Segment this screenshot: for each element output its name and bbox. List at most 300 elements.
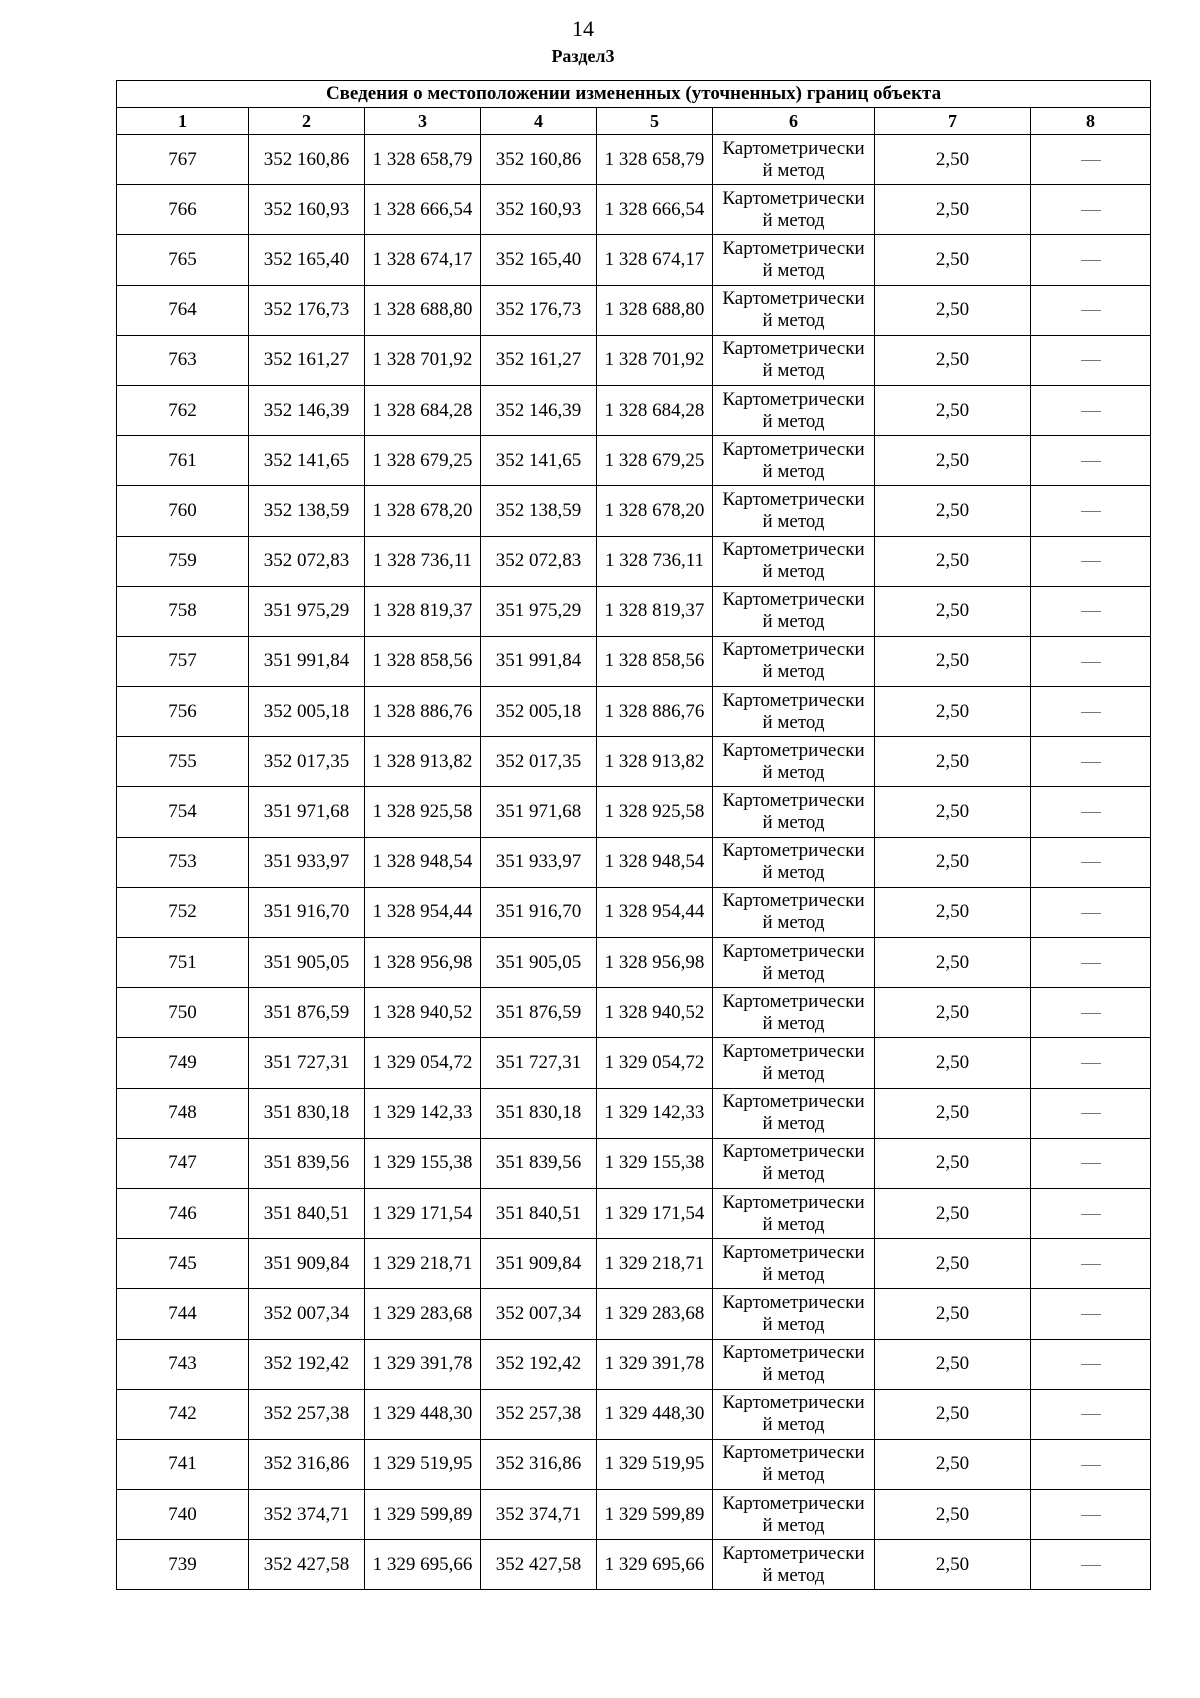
method-text-line1: Картометрически <box>722 539 865 561</box>
empty-cell <box>1031 1138 1151 1188</box>
accuracy-cell: 2,50 <box>875 1188 1031 1238</box>
method-text-line1: Картометрически <box>722 639 865 661</box>
empty-cell <box>1031 1439 1151 1489</box>
method-text-line2: й метод <box>762 1364 825 1386</box>
y-existing-cell: 1 328 925,58 <box>365 787 481 837</box>
x-existing-cell: 351 916,70 <box>249 887 365 937</box>
empty-cell <box>1031 636 1151 686</box>
x-refined-cell: 352 007,34 <box>481 1289 597 1339</box>
point-number-cell: 758 <box>117 586 249 636</box>
empty-cell <box>1031 787 1151 837</box>
empty-cell <box>1031 1339 1151 1389</box>
accuracy-cell: 2,50 <box>875 636 1031 686</box>
dash-mark <box>1081 963 1101 964</box>
y-refined-cell: 1 329 171,54 <box>597 1188 713 1238</box>
method-text-line2: й метод <box>762 561 825 583</box>
y-existing-cell: 1 328 956,98 <box>365 938 481 988</box>
method-text-line1: Картометрически <box>722 237 865 259</box>
accuracy-cell: 2,50 <box>875 1239 1031 1289</box>
y-refined-cell: 1 328 678,20 <box>597 486 713 536</box>
point-number-cell: 743 <box>117 1339 249 1389</box>
empty-cell <box>1031 586 1151 636</box>
dash-mark <box>1081 812 1101 813</box>
method-text-line1: Картометрически <box>722 137 865 159</box>
method-cell <box>713 335 875 385</box>
method-text-line1: Картометрически <box>722 689 865 711</box>
method-text-line1: Картометрически <box>722 288 865 310</box>
x-refined-cell: 351 933,97 <box>481 837 597 887</box>
method-text-line1: Картометрически <box>722 940 865 962</box>
dash-mark <box>1081 862 1101 863</box>
table-row <box>117 486 1151 536</box>
column-number: 3 <box>365 108 481 135</box>
x-existing-cell: 351 839,56 <box>249 1138 365 1188</box>
table-row <box>117 1239 1151 1289</box>
empty-cell <box>1031 1188 1151 1238</box>
dash-mark <box>1081 662 1101 663</box>
accuracy-cell: 2,50 <box>875 1389 1031 1439</box>
accuracy-cell: 2,50 <box>875 586 1031 636</box>
method-cell <box>713 285 875 335</box>
y-refined-cell: 1 329 391,78 <box>597 1339 713 1389</box>
y-existing-cell: 1 329 142,33 <box>365 1088 481 1138</box>
y-refined-cell: 1 328 674,17 <box>597 235 713 285</box>
accuracy-cell: 2,50 <box>875 486 1031 536</box>
point-number-cell: 752 <box>117 887 249 937</box>
method-text-line1: Картометрически <box>722 1342 865 1364</box>
method-text-line2: й метод <box>762 711 825 733</box>
method-text-line1: Картометрически <box>722 1542 865 1564</box>
x-existing-cell: 352 161,27 <box>249 335 365 385</box>
empty-cell <box>1031 988 1151 1038</box>
y-existing-cell: 1 329 283,68 <box>365 1289 481 1339</box>
accuracy-cell: 2,50 <box>875 335 1031 385</box>
empty-cell <box>1031 1490 1151 1540</box>
table-row <box>117 1389 1151 1439</box>
table-row <box>117 1540 1151 1590</box>
accuracy-cell: 2,50 <box>875 887 1031 937</box>
empty-cell <box>1031 285 1151 335</box>
empty-cell <box>1031 135 1151 185</box>
y-existing-cell: 1 329 218,71 <box>365 1239 481 1289</box>
x-existing-cell: 352 017,35 <box>249 737 365 787</box>
x-refined-cell: 352 427,58 <box>481 1540 597 1590</box>
accuracy-cell: 2,50 <box>875 988 1031 1038</box>
point-number-cell: 739 <box>117 1540 249 1590</box>
point-number-cell: 742 <box>117 1389 249 1439</box>
empty-cell <box>1031 1239 1151 1289</box>
method-text-line1: Картометрически <box>722 1442 865 1464</box>
method-text-line2: й метод <box>762 1514 825 1536</box>
accuracy-cell: 2,50 <box>875 1088 1031 1138</box>
point-number-cell: 761 <box>117 436 249 486</box>
empty-cell <box>1031 335 1151 385</box>
table-row <box>117 436 1151 486</box>
dash-mark <box>1081 411 1101 412</box>
x-refined-cell: 352 160,86 <box>481 135 597 185</box>
empty-cell <box>1031 185 1151 235</box>
x-refined-cell: 352 257,38 <box>481 1389 597 1439</box>
method-text-line1: Картометрически <box>722 790 865 812</box>
method-text-line2: й метод <box>762 1113 825 1135</box>
empty-cell <box>1031 887 1151 937</box>
dash-mark <box>1081 1515 1101 1516</box>
y-refined-cell: 1 328 940,52 <box>597 988 713 1038</box>
point-number-cell: 760 <box>117 486 249 536</box>
y-existing-cell: 1 328 688,80 <box>365 285 481 335</box>
dash-mark <box>1081 1414 1101 1415</box>
empty-cell <box>1031 536 1151 586</box>
table-body <box>117 135 1151 1590</box>
dash-mark <box>1081 913 1101 914</box>
method-text-line2: й метод <box>762 661 825 683</box>
table-row <box>117 737 1151 787</box>
x-refined-cell: 352 176,73 <box>481 285 597 335</box>
boundary-coordinates-table <box>116 80 1151 1590</box>
y-refined-cell: 1 329 519,95 <box>597 1439 713 1489</box>
dash-mark <box>1081 1113 1101 1114</box>
point-number-cell: 759 <box>117 536 249 586</box>
method-text-line2: й метод <box>762 761 825 783</box>
y-refined-cell: 1 328 956,98 <box>597 938 713 988</box>
accuracy-cell: 2,50 <box>875 787 1031 837</box>
point-number-cell: 764 <box>117 285 249 335</box>
point-number-cell: 762 <box>117 385 249 435</box>
accuracy-cell: 2,50 <box>875 1339 1031 1389</box>
x-existing-cell: 352 176,73 <box>249 285 365 335</box>
x-existing-cell: 351 975,29 <box>249 586 365 636</box>
x-existing-cell: 352 146,39 <box>249 385 365 435</box>
column-number: 4 <box>481 108 597 135</box>
method-cell <box>713 385 875 435</box>
point-number-cell: 746 <box>117 1188 249 1238</box>
method-text-line2: й метод <box>762 1062 825 1084</box>
dash-mark <box>1081 1264 1101 1265</box>
accuracy-cell: 2,50 <box>875 1038 1031 1088</box>
y-refined-cell: 1 328 925,58 <box>597 787 713 837</box>
method-text-line1: Картометрически <box>722 739 865 761</box>
method-cell <box>713 837 875 887</box>
table-caption: Сведения о местоположении измененных (уточненных) границ объекта <box>117 81 1151 108</box>
method-cell <box>713 737 875 787</box>
x-existing-cell: 352 007,34 <box>249 1289 365 1339</box>
method-text-line2: й метод <box>762 962 825 984</box>
x-refined-cell: 351 971,68 <box>481 787 597 837</box>
method-text-line1: Картометрически <box>722 890 865 912</box>
empty-cell <box>1031 737 1151 787</box>
method-text-line2: й метод <box>762 1564 825 1586</box>
dash-mark <box>1081 712 1101 713</box>
point-number-cell: 747 <box>117 1138 249 1188</box>
method-text-line2: й метод <box>762 460 825 482</box>
y-existing-cell: 1 328 819,37 <box>365 586 481 636</box>
dash-mark <box>1081 210 1101 211</box>
table-row <box>117 1188 1151 1238</box>
y-existing-cell: 1 328 701,92 <box>365 335 481 385</box>
y-refined-cell: 1 328 688,80 <box>597 285 713 335</box>
y-refined-cell: 1 329 599,89 <box>597 1490 713 1540</box>
point-number-cell: 755 <box>117 737 249 787</box>
table-row <box>117 285 1151 335</box>
table-row <box>117 335 1151 385</box>
method-cell <box>713 536 875 586</box>
y-existing-cell: 1 328 913,82 <box>365 737 481 787</box>
dash-mark <box>1081 1364 1101 1365</box>
table-row <box>117 1439 1151 1489</box>
method-text-line2: й метод <box>762 1163 825 1185</box>
y-refined-cell: 1 329 142,33 <box>597 1088 713 1138</box>
method-cell <box>713 687 875 737</box>
empty-cell <box>1031 687 1151 737</box>
method-cell <box>713 436 875 486</box>
accuracy-cell: 2,50 <box>875 687 1031 737</box>
method-cell <box>713 486 875 536</box>
point-number-cell: 744 <box>117 1289 249 1339</box>
y-existing-cell: 1 329 155,38 <box>365 1138 481 1188</box>
x-refined-cell: 352 165,40 <box>481 235 597 285</box>
y-existing-cell: 1 328 674,17 <box>365 235 481 285</box>
y-refined-cell: 1 329 054,72 <box>597 1038 713 1088</box>
x-refined-cell: 351 830,18 <box>481 1088 597 1138</box>
y-refined-cell: 1 329 218,71 <box>597 1239 713 1289</box>
method-text-line2: й метод <box>762 812 825 834</box>
point-number-cell: 745 <box>117 1239 249 1289</box>
x-existing-cell: 351 971,68 <box>249 787 365 837</box>
table-row <box>117 1038 1151 1088</box>
table-row <box>117 837 1151 887</box>
y-existing-cell: 1 328 684,28 <box>365 385 481 435</box>
y-existing-cell: 1 329 448,30 <box>365 1389 481 1439</box>
point-number-cell: 748 <box>117 1088 249 1138</box>
y-refined-cell: 1 329 695,66 <box>597 1540 713 1590</box>
y-existing-cell: 1 329 171,54 <box>365 1188 481 1238</box>
method-cell <box>713 235 875 285</box>
x-refined-cell: 352 316,86 <box>481 1439 597 1489</box>
dash-mark <box>1081 260 1101 261</box>
method-text-line1: Картометрически <box>722 438 865 460</box>
y-refined-cell: 1 328 736,11 <box>597 536 713 586</box>
x-existing-cell: 351 840,51 <box>249 1188 365 1238</box>
y-existing-cell: 1 328 679,25 <box>365 436 481 486</box>
y-refined-cell: 1 328 819,37 <box>597 586 713 636</box>
method-cell <box>713 787 875 837</box>
y-refined-cell: 1 328 658,79 <box>597 135 713 185</box>
table-row <box>117 938 1151 988</box>
y-existing-cell: 1 328 948,54 <box>365 837 481 887</box>
method-text-line2: й метод <box>762 310 825 332</box>
x-refined-cell: 351 839,56 <box>481 1138 597 1188</box>
x-existing-cell: 352 316,86 <box>249 1439 365 1489</box>
method-text-line2: й метод <box>762 510 825 532</box>
column-number: 1 <box>117 108 249 135</box>
method-text-line1: Картометрически <box>722 1291 865 1313</box>
column-number: 7 <box>875 108 1031 135</box>
table-row <box>117 1289 1151 1339</box>
accuracy-cell: 2,50 <box>875 385 1031 435</box>
method-text-line2: й метод <box>762 611 825 633</box>
dash-mark <box>1081 611 1101 612</box>
method-text-line1: Картометрически <box>722 1141 865 1163</box>
method-cell <box>713 636 875 686</box>
table-row <box>117 787 1151 837</box>
method-text-line1: Картометрически <box>722 488 865 510</box>
dash-mark <box>1081 1163 1101 1164</box>
y-existing-cell: 1 329 695,66 <box>365 1540 481 1590</box>
method-text-line2: й метод <box>762 159 825 181</box>
method-cell <box>713 1038 875 1088</box>
dash-mark <box>1081 1214 1101 1215</box>
x-existing-cell: 352 141,65 <box>249 436 365 486</box>
method-cell <box>713 988 875 1038</box>
method-text-line2: й метод <box>762 862 825 884</box>
column-number: 2 <box>249 108 365 135</box>
accuracy-cell: 2,50 <box>875 1540 1031 1590</box>
method-cell <box>713 1439 875 1489</box>
point-number-cell: 756 <box>117 687 249 737</box>
point-number-cell: 753 <box>117 837 249 887</box>
dash-mark <box>1081 310 1101 311</box>
method-cell <box>713 887 875 937</box>
y-refined-cell: 1 328 913,82 <box>597 737 713 787</box>
table-row <box>117 135 1151 185</box>
x-existing-cell: 351 933,97 <box>249 837 365 887</box>
accuracy-cell: 2,50 <box>875 185 1031 235</box>
method-text-line1: Картометрически <box>722 388 865 410</box>
x-refined-cell: 351 916,70 <box>481 887 597 937</box>
y-existing-cell: 1 328 736,11 <box>365 536 481 586</box>
column-number: 8 <box>1031 108 1151 135</box>
y-existing-cell: 1 329 599,89 <box>365 1490 481 1540</box>
point-number-cell: 740 <box>117 1490 249 1540</box>
method-text-line2: й метод <box>762 410 825 432</box>
x-existing-cell: 352 160,93 <box>249 185 365 235</box>
x-refined-cell: 352 160,93 <box>481 185 597 235</box>
method-cell <box>713 1289 875 1339</box>
method-cell <box>713 135 875 185</box>
table-row <box>117 1138 1151 1188</box>
accuracy-cell: 2,50 <box>875 1289 1031 1339</box>
y-refined-cell: 1 329 155,38 <box>597 1138 713 1188</box>
table-row <box>117 1088 1151 1138</box>
method-text-line1: Картометрически <box>722 840 865 862</box>
point-number-cell: 767 <box>117 135 249 185</box>
empty-cell <box>1031 1038 1151 1088</box>
column-number: 5 <box>597 108 713 135</box>
table-row <box>117 1490 1151 1540</box>
y-refined-cell: 1 328 679,25 <box>597 436 713 486</box>
x-existing-cell: 352 072,83 <box>249 536 365 586</box>
method-text-line2: й метод <box>762 209 825 231</box>
method-text-line2: й метод <box>762 360 825 382</box>
accuracy-cell: 2,50 <box>875 1439 1031 1489</box>
x-refined-cell: 351 876,59 <box>481 988 597 1038</box>
y-existing-cell: 1 328 954,44 <box>365 887 481 937</box>
y-existing-cell: 1 329 054,72 <box>365 1038 481 1088</box>
empty-cell <box>1031 486 1151 536</box>
table-row <box>117 636 1151 686</box>
point-number-cell: 750 <box>117 988 249 1038</box>
x-refined-cell: 352 374,71 <box>481 1490 597 1540</box>
x-existing-cell: 351 909,84 <box>249 1239 365 1289</box>
x-refined-cell: 352 072,83 <box>481 536 597 586</box>
point-number-cell: 763 <box>117 335 249 385</box>
column-number-row <box>117 108 1151 135</box>
x-refined-cell: 352 138,59 <box>481 486 597 536</box>
x-existing-cell: 352 427,58 <box>249 1540 365 1590</box>
column-number: 6 <box>713 108 875 135</box>
method-text-line1: Картометрически <box>722 1091 865 1113</box>
x-refined-cell: 352 141,65 <box>481 436 597 486</box>
y-refined-cell: 1 328 684,28 <box>597 385 713 435</box>
table-row <box>117 687 1151 737</box>
dash-mark <box>1081 1314 1101 1315</box>
method-text-line2: й метод <box>762 1012 825 1034</box>
y-existing-cell: 1 329 519,95 <box>365 1439 481 1489</box>
x-refined-cell: 352 017,35 <box>481 737 597 787</box>
method-text-line1: Картометрически <box>722 1191 865 1213</box>
x-existing-cell: 351 727,31 <box>249 1038 365 1088</box>
point-number-cell: 766 <box>117 185 249 235</box>
y-existing-cell: 1 329 391,78 <box>365 1339 481 1389</box>
method-cell <box>713 1389 875 1439</box>
table-row <box>117 235 1151 285</box>
y-existing-cell: 1 328 658,79 <box>365 135 481 185</box>
empty-cell <box>1031 1540 1151 1590</box>
method-text-line2: й метод <box>762 1263 825 1285</box>
x-existing-cell: 351 876,59 <box>249 988 365 1038</box>
y-refined-cell: 1 329 283,68 <box>597 1289 713 1339</box>
table-row <box>117 1339 1151 1389</box>
accuracy-cell: 2,50 <box>875 737 1031 787</box>
point-number-cell: 749 <box>117 1038 249 1088</box>
x-refined-cell: 351 975,29 <box>481 586 597 636</box>
empty-cell <box>1031 938 1151 988</box>
accuracy-cell: 2,50 <box>875 536 1031 586</box>
x-existing-cell: 352 192,42 <box>249 1339 365 1389</box>
x-refined-cell: 351 727,31 <box>481 1038 597 1088</box>
x-refined-cell: 351 840,51 <box>481 1188 597 1238</box>
method-cell <box>713 586 875 636</box>
y-refined-cell: 1 328 858,56 <box>597 636 713 686</box>
x-existing-cell: 351 830,18 <box>249 1088 365 1138</box>
method-text-line2: й метод <box>762 1414 825 1436</box>
empty-cell <box>1031 235 1151 285</box>
method-text-line1: Картометрически <box>722 187 865 209</box>
method-text-line2: й метод <box>762 1213 825 1235</box>
accuracy-cell: 2,50 <box>875 837 1031 887</box>
method-text-line1: Картометрически <box>722 1392 865 1414</box>
method-text-line1: Картометрически <box>722 338 865 360</box>
empty-cell <box>1031 436 1151 486</box>
accuracy-cell: 2,50 <box>875 938 1031 988</box>
empty-cell <box>1031 385 1151 435</box>
y-refined-cell: 1 328 701,92 <box>597 335 713 385</box>
y-existing-cell: 1 328 858,56 <box>365 636 481 686</box>
table-row <box>117 536 1151 586</box>
dash-mark <box>1081 1013 1101 1014</box>
dash-mark <box>1081 1465 1101 1466</box>
method-cell <box>713 1088 875 1138</box>
method-text-line1: Картометрически <box>722 1241 865 1263</box>
y-existing-cell: 1 328 940,52 <box>365 988 481 1038</box>
x-existing-cell: 352 374,71 <box>249 1490 365 1540</box>
method-text-line1: Картометрически <box>722 1040 865 1062</box>
x-refined-cell: 352 161,27 <box>481 335 597 385</box>
point-number-cell: 765 <box>117 235 249 285</box>
method-text-line1: Картометрически <box>722 990 865 1012</box>
point-number-cell: 757 <box>117 636 249 686</box>
empty-cell <box>1031 1289 1151 1339</box>
